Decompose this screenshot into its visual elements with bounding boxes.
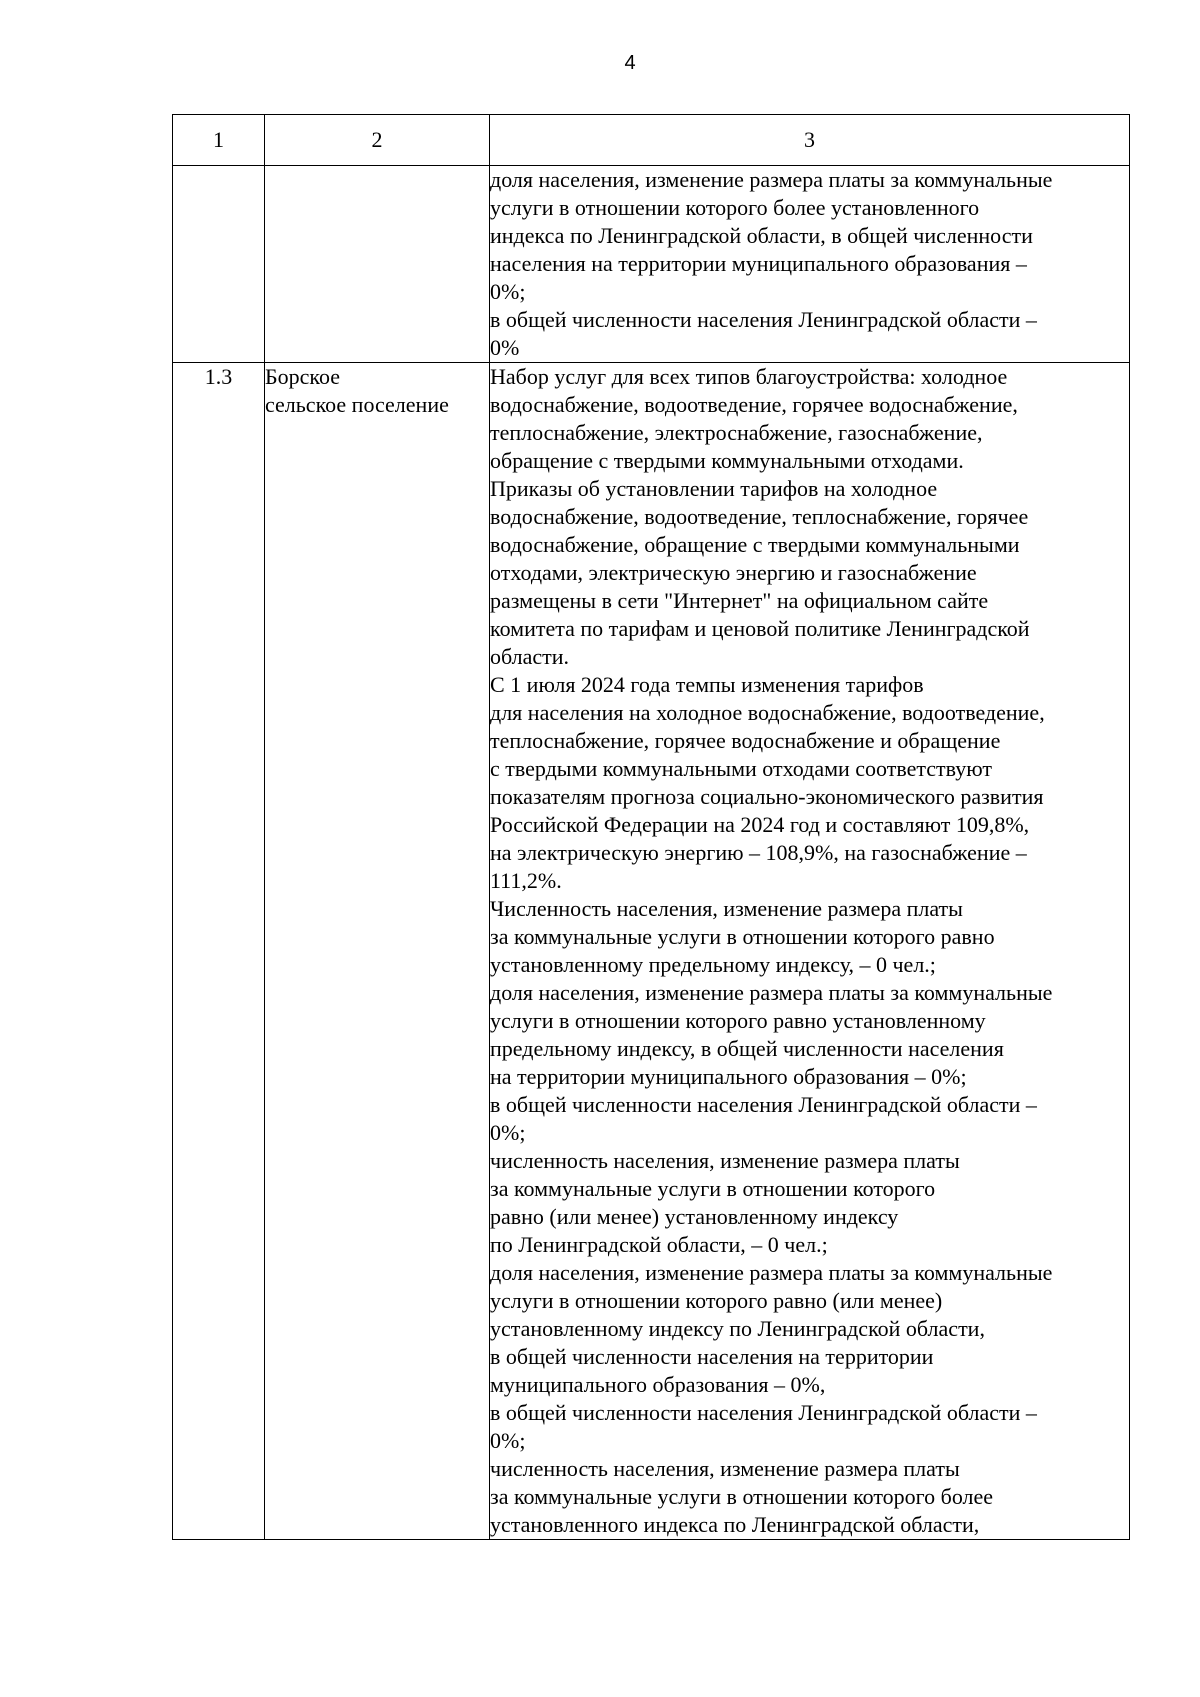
text-line: равно (или менее) установленному индексу (490, 1204, 899, 1229)
text-line: отходами, электрическую энергию и газоснабжение (490, 560, 977, 585)
column-number-1: 1 (173, 115, 265, 166)
settlement-name-cell (265, 363, 490, 1540)
settlement-name-line: сельское поселение (265, 392, 449, 417)
table-row-continuation (173, 166, 1130, 363)
page-number: 4 (624, 52, 636, 74)
text-line: предельному индексу, в общей численности населения (490, 1036, 1004, 1061)
text-line: 0% (490, 335, 520, 360)
text-line: 111,2%. (490, 868, 562, 893)
empty-name-cell (265, 166, 490, 363)
text-line: 0%; (490, 1428, 526, 1453)
settlement-name-line: Борское (265, 364, 341, 389)
text-line: услуги в отношении которого равно (или менее) (490, 1288, 943, 1313)
text-line: теплоснабжение, горячее водоснабжение и обращение (490, 728, 1001, 753)
text-line: доля населения, изменение размера платы за коммунальные (490, 1260, 1053, 1285)
text-line: за коммунальные услуги в отношении которого равно (490, 924, 995, 949)
text-line: услуги в отношении которого более установленного (490, 195, 980, 220)
text-line: на территории муниципального образования – 0%; (490, 1064, 967, 1089)
text-line: области. (490, 644, 570, 669)
text-line: доля населения, изменение размера платы за коммунальные (490, 980, 1053, 1005)
text-line: установленному индексу по Ленинградской области, (490, 1316, 985, 1341)
description-text-cell (490, 363, 1130, 1540)
table-row-1-3 (173, 363, 1130, 1540)
text-line: в общей численности населения Ленинградской области – (490, 307, 1037, 332)
text-line: муниципального образования – 0%, (490, 1372, 826, 1397)
text-line: в общей численности населения Ленинградской области – (490, 1092, 1037, 1117)
empty-number-cell (173, 166, 265, 363)
column-number-3: 3 (490, 115, 1130, 166)
text-line: численность населения, изменение размера платы (490, 1456, 960, 1481)
column-number-row (173, 115, 1130, 166)
text-line: теплоснабжение, электроснабжение, газоснабжение, (490, 420, 983, 445)
text-line: 0%; (490, 279, 526, 304)
text-line: с твердыми коммунальными отходами соответствуют (490, 756, 993, 781)
text-line: Российской Федерации на 2024 год и составляют 109,8%, (490, 812, 1030, 837)
text-line: на электрическую энергию – 108,9%, на газоснабжение – (490, 840, 1027, 865)
continuation-text-cell (490, 166, 1130, 363)
text-line: по Ленинградской области, – 0 чел.; (490, 1232, 828, 1257)
text-line: водоснабжение, водоотведение, горячее водоснабжение, (490, 392, 1018, 417)
text-line: численность населения, изменение размера платы (490, 1148, 960, 1173)
text-line: в общей численности населения на территории (490, 1344, 934, 1369)
text-line: Численность населения, изменение размера платы (490, 896, 963, 921)
row-number: 1.3 (173, 363, 265, 1540)
text-line: С 1 июля 2024 года темпы изменения тарифов (490, 672, 924, 697)
text-line: установленного индекса по Ленинградской области, (490, 1512, 980, 1537)
text-line: за коммунальные услуги в отношении которого более (490, 1484, 994, 1509)
tariff-table (172, 114, 1130, 1540)
text-line: услуги в отношении которого равно установленному (490, 1008, 986, 1033)
text-line: Набор услуг для всех типов благоустройства: холодное (490, 364, 1008, 389)
text-line: доля населения, изменение размера платы за коммунальные (490, 167, 1053, 192)
text-line: обращение с твердыми коммунальными отходами. (490, 448, 964, 473)
text-line: Приказы об установлении тарифов на холодное (490, 476, 938, 501)
text-line: за коммунальные услуги в отношении которого (490, 1176, 936, 1201)
text-line: в общей численности населения Ленинградской области – (490, 1400, 1037, 1425)
text-line: населения на территории муниципального образования – (490, 251, 1027, 276)
text-line: комитета по тарифам и ценовой политике Ленинградской (490, 616, 1030, 641)
text-line: водоснабжение, обращение с твердыми коммунальными (490, 532, 1020, 557)
text-line: размещены в сети "Интернет" на официальном сайте (490, 588, 989, 613)
text-line: показателям прогноза социально-экономического развития (490, 784, 1044, 809)
text-line: для населения на холодное водоснабжение, водоотведение, (490, 700, 1045, 725)
text-line: водоснабжение, водоотведение, теплоснабжение, горячее (490, 504, 1029, 529)
column-number-2: 2 (265, 115, 490, 166)
text-line: 0%; (490, 1120, 526, 1145)
text-line: установленному предельному индексу, – 0 чел.; (490, 952, 936, 977)
text-line: индекса по Ленинградской области, в общей численности (490, 223, 1033, 248)
